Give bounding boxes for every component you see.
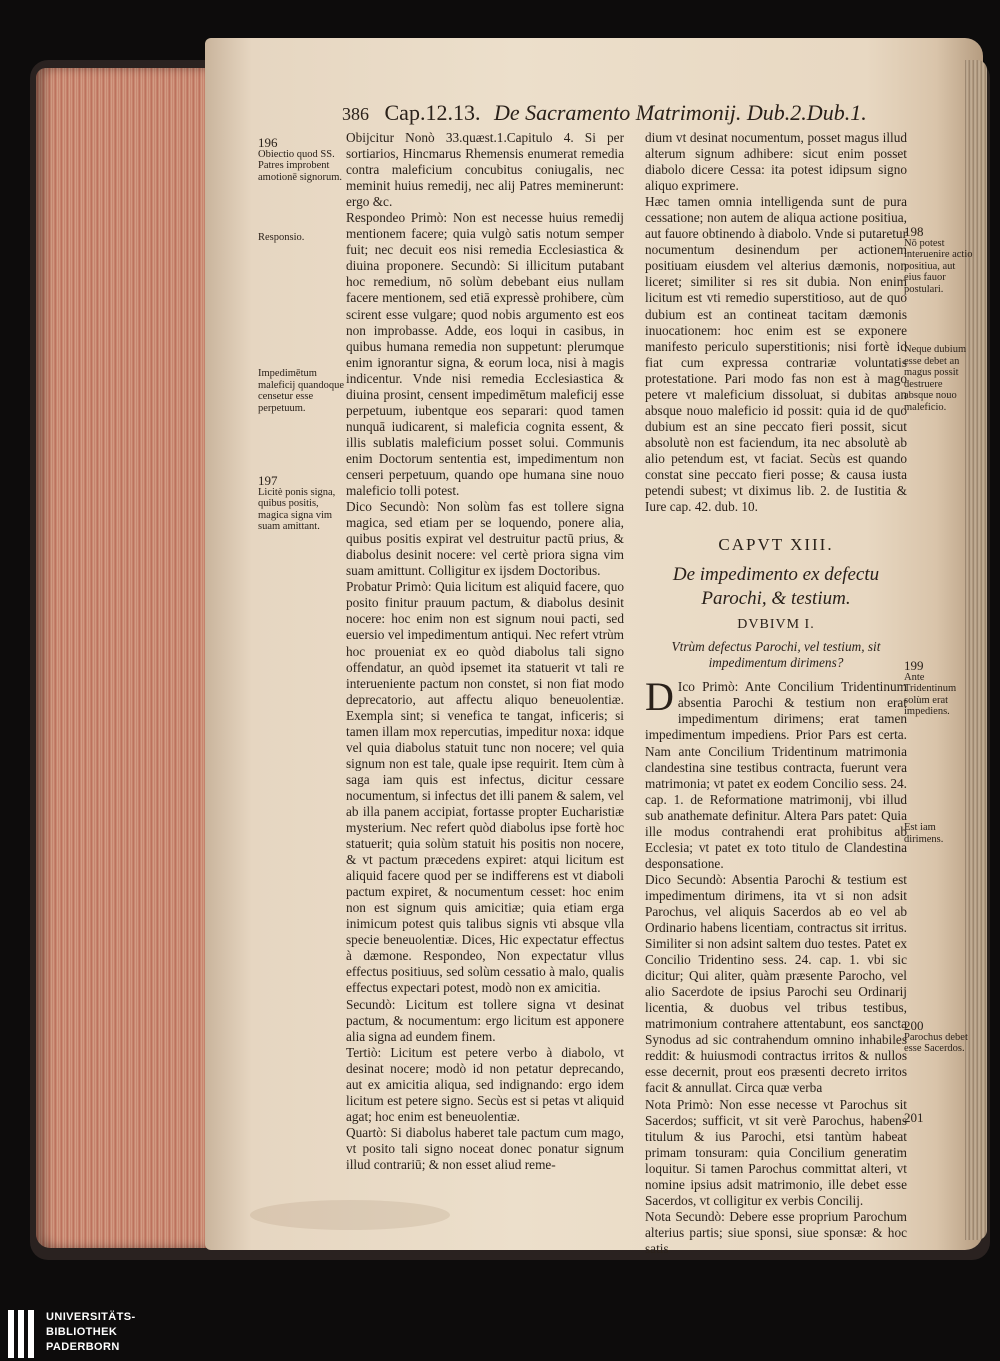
- library-logo-mark: [6, 1308, 38, 1360]
- library-logo: [6, 1306, 156, 1361]
- margin-note-201: 201: [904, 1110, 924, 1125]
- dubium-question: Vtrùm defectus Parochi, vel testium, sit impedimentum dirimens?: [671, 639, 881, 671]
- margin-note-responsio: Responsio.: [258, 232, 305, 243]
- ink-stain: [250, 1200, 450, 1230]
- paragraph: dium vt desinat nocumentum, posset magus illud alterum signum adhibere: sicut enim posset diabolo dicere Cessa: ita potest idipsum signo aliquo exprimere.: [645, 130, 907, 194]
- margin-note-200: 200 Parochus debet esse Sacerdos.: [904, 1018, 968, 1054]
- book-page-edges: [36, 68, 216, 1248]
- header-title: De Sacramento Matrimonij. Dub.2.Dub.1.: [493, 100, 867, 125]
- paragraph: Quartò: Si diabolus haberet tale pactum cum mago, vt posito tali signo noceat donec ponatur signum illud contrariū; & non esset aliud reme-: [346, 1124, 624, 1172]
- paragraph: D Ico Primò: Ante Concilium Tridentinum absentia Parochi & testium non erat impedimentum dirimens; erat tamen impedimentum impediens. Prior Pars est certa. Nam ante Concilium Tridentinum matrimonia clandestina sine testibus contracta, fuerunt vera matrimonia; vt patet ex eodem Concilio sess. 24. cap. 1. de Reformatione matrimonij, vbi illud sub anathemate definitur. Altera Pars patet: Quia ille modus contrahendi erat prohibitus ab Ecclesia; vt patet ex toto titulo de Clandestina desponsatione.: [645, 674, 907, 871]
- page-number: 386: [342, 104, 369, 124]
- margin-note-198: 198 Nō potest interuenire actio positiua, aut eius fauor postulari.: [904, 224, 973, 295]
- chapter-reference: Cap.12.13.: [384, 100, 481, 125]
- paragraph: Probatur Primò: Quia licitum est aliquid facere, quo posito finitur prauum pactum, & diabolus desinit nocere: hoc enim non est signum noui pacti, sed euersio vel impedimentum antiqui. Nec refert vtrùm hoc proueniat ex eo quòd diabolus tali signo offendatur, an quòd ipsemet ita statuerit vt tali re interueniente pactum non constet, si non fiat modo deprecatorio, aut affectu aliquo beneuolentiæ. Exempla sint; si venefica te tangat, inficeris; si tamen illam mox repercutias, impeditur noxa: idque vel quia diabolus statuit tunc non nocere; vel quia signum non est tale, quale ipse requirit. Item cùm à saga iam quis est infectus, dicitur cessare nocumentum, si infectus det illi panem & salem, vel ab illa panem accipiat, fortasse propter Eucharistiæ mysterium. Nec refert quòd diabolus ipse fortè hoc statuerit; quia solùm statuit his positis non nocere, & vt pactum præcedens expiret: atqui licitum est aliquid facere quod per se indifferens est vt diaboli pactum expiret, & nocumentum cesset: hoc enim non est signum quis amicitiæ; quia etiam erga inimicum potest quis talibus signis vti absque vlla specie beneuolentiæ. Dices, Hic expectatur effectus à dæmone. Respondeo, Non expectatur vllus effectus positiuus, sed solùm cessatio à malo, qualis effectus expectari potest, modò non ex amicitia.: [346, 579, 624, 996]
- margin-note-impedimentum: Impedimētum maleficij quandoque censetur esse perpetuum.: [258, 368, 345, 414]
- chapter-title: De impedimento ex defectu Parochi, & testium.: [672, 564, 880, 610]
- chapter-heading: CAPVT XIII.: [718, 535, 834, 555]
- text-column-right: [645, 130, 907, 1256]
- drop-cap: D: [645, 674, 674, 720]
- text-column-left: [346, 130, 624, 1172]
- paragraph: Hæc tamen omnia intelligenda sunt de pura cessatione; non autem de aliqua actione positiua, aut fauore obtinendo à diabolo. Vnde si putaretur nocumentum desinendum per actionem positiuam eiusdem vel alterius dæmonis, non liceret; similiter si res sit dubia. Non enim licitum est vti remedio superstitioso, aut de quo dubium est an contineat tacitam dæmonis inuocationem: hoc enim est se exponere manifesto periculo superstitionis; nisi fortè id fiat cum expressa contrariæ voluntatis protestatione. Pari modo fas non est à mago petere vt maleficium dissoluat, si dubitas an absque nouo maleficio id possit: quia id de quo dubium est an sine peccato fieri possit, sicut absolutè non est faciendum, ita nec absolutè ab alio petendum est, vt faciat. Secùs est quando constat sine peccato fieri posse; & causa iusta petendi subest; vt diximus lib. 2. de Iustitia & Iure cap. 42. dub. 10.: [645, 194, 907, 515]
- margin-note-neque-dubium: Neque dubium esse debet an magus possit destruere absque nouo maleficio.: [904, 344, 967, 413]
- paragraph: Nota Primò: Non esse necesse vt Parochus sit Sacerdos; sufficit, vt sit verè Parochus, habens titulum & ius Parochi, etsi tantùm habeat primam tonsuram: quia Concilium generatim loquitur. Si tamen Parochus committat alteri, vt nomine ipsius adsit matrimonio, ille debet esse Sacerdos, vt colligitur ex verbis Concilij.: [645, 1096, 907, 1208]
- paragraph: Tertiò: Licitum est petere verbo à diabolo, vt desinat nocere; modò id non petatur deprecando, aut ex amicitia aliqua, sed indignando: ergo idem licitum est petere signo. Secùs est si petas vt aliquid agat; hoc enim est beneuolentiæ.: [346, 1044, 624, 1124]
- margin-note-dirimens: Est iam dirimens.: [904, 822, 944, 845]
- dubium-heading: DVBIVM I.: [737, 617, 815, 633]
- paragraph: Dico Secundò: Non solùm fas est tollere signa magica, sed etiam per se loquendo, ponere alia, quibus positis expirat vel destruitur pactū prius, & diabolus desinit nocere: vel certè priora signa vim suam amittunt. Colligitur ex ijsdem Doctoribus.: [346, 499, 624, 579]
- paragraph: Nota Secundò: Debere esse proprium Parochum alterius partis; siue sponsi, siue sponsæ: & hoc satis: [645, 1208, 907, 1256]
- margin-note-199: 199 Ante Tridentinum solùm erat impediens.: [904, 658, 957, 717]
- paragraph: Respondeo Primò: Non est necesse huius remedij mentionem facere; quia vulgò satis notum semper fuit; nec decuit eos nisi remedia Ecclesiastica & diuina proponere. Secundò: Si illicitum putabant hoc remedium, nō solùm debebant eius nullam facere mentionem, sed etiā expressè prohibere, cùm scirent esse vulgare; quod nobis argumento est eos non improbasse. Adde, eos loqui in casibus, in quibus humana remedia non suppetunt: plerumque enim ignorantur signa, & eorum loca, nisi à magis indicentur. Vnde nisi remedia Ecclesiastica & diuina prosint, censent impedimētum maleficij esse perpetuum, iubentque eos separari: quod tamen nunquā iudicarent, si maleficia cognita essent, & illis sublatis maleficium posset solui. Communis enim Doctorum sententia est, impedimentum non censeri perpetuum, quando ope humana sine nouo maleficio tolli potest.: [346, 210, 624, 499]
- margin-note-196: 196 Obiectio quod SS. Patres improbent amotionē signorum.: [258, 135, 342, 183]
- margin-note-197: 197 Licitè ponis signa, quibus positis, magica signa vim suam amittant.: [258, 473, 336, 532]
- paragraph: Secundò: Licitum est tollere signa vt desinat pactum, & nocumentum: ergo licitum est apponere alia signa ad eundem finem.: [346, 996, 624, 1044]
- running-header: [342, 100, 912, 134]
- paragraph: Obijcitur Nonò 33.quæst.1.Capitulo 4. Si per sortiarios, Hincmarus Rhemensis enumerat remedia contra maleficium concubitus coniugalis, nec meminit huius remedij, nec alij Patres meminerunt: ergo &c.: [346, 130, 624, 210]
- paragraph: Dico Secundò: Absentia Parochi & testium est impedimentum dirimens, ita vt si non adsit Parochus, vel aliquis Sacerdos ab eo vel ab Ordinario habens licentiam, contractus sit irritus. Similiter si non adsint saltem duo testes. Patet ex Concilio Tridentino sess. 24. cap. 1. vbi sic dicitur; Qui aliter, quàm præsente Parocho, vel alio Sacerdote de ipsius Parochi seu Ordinarij licentia, & duobus vel tribus testibus, matrimonium contrahere attentabunt, eos sancta Synodus ad sic contrahendum omnino inhabiles reddit: & huiusmodi contractus irritos & nullos esse decernit, prout eos præsenti decreto irritos facit & annullat. Circa quæ verba: [645, 871, 907, 1096]
- library-logo-text: UNIVERSITÄTS- BIBLIOTHEK PADERBORN: [46, 1311, 136, 1353]
